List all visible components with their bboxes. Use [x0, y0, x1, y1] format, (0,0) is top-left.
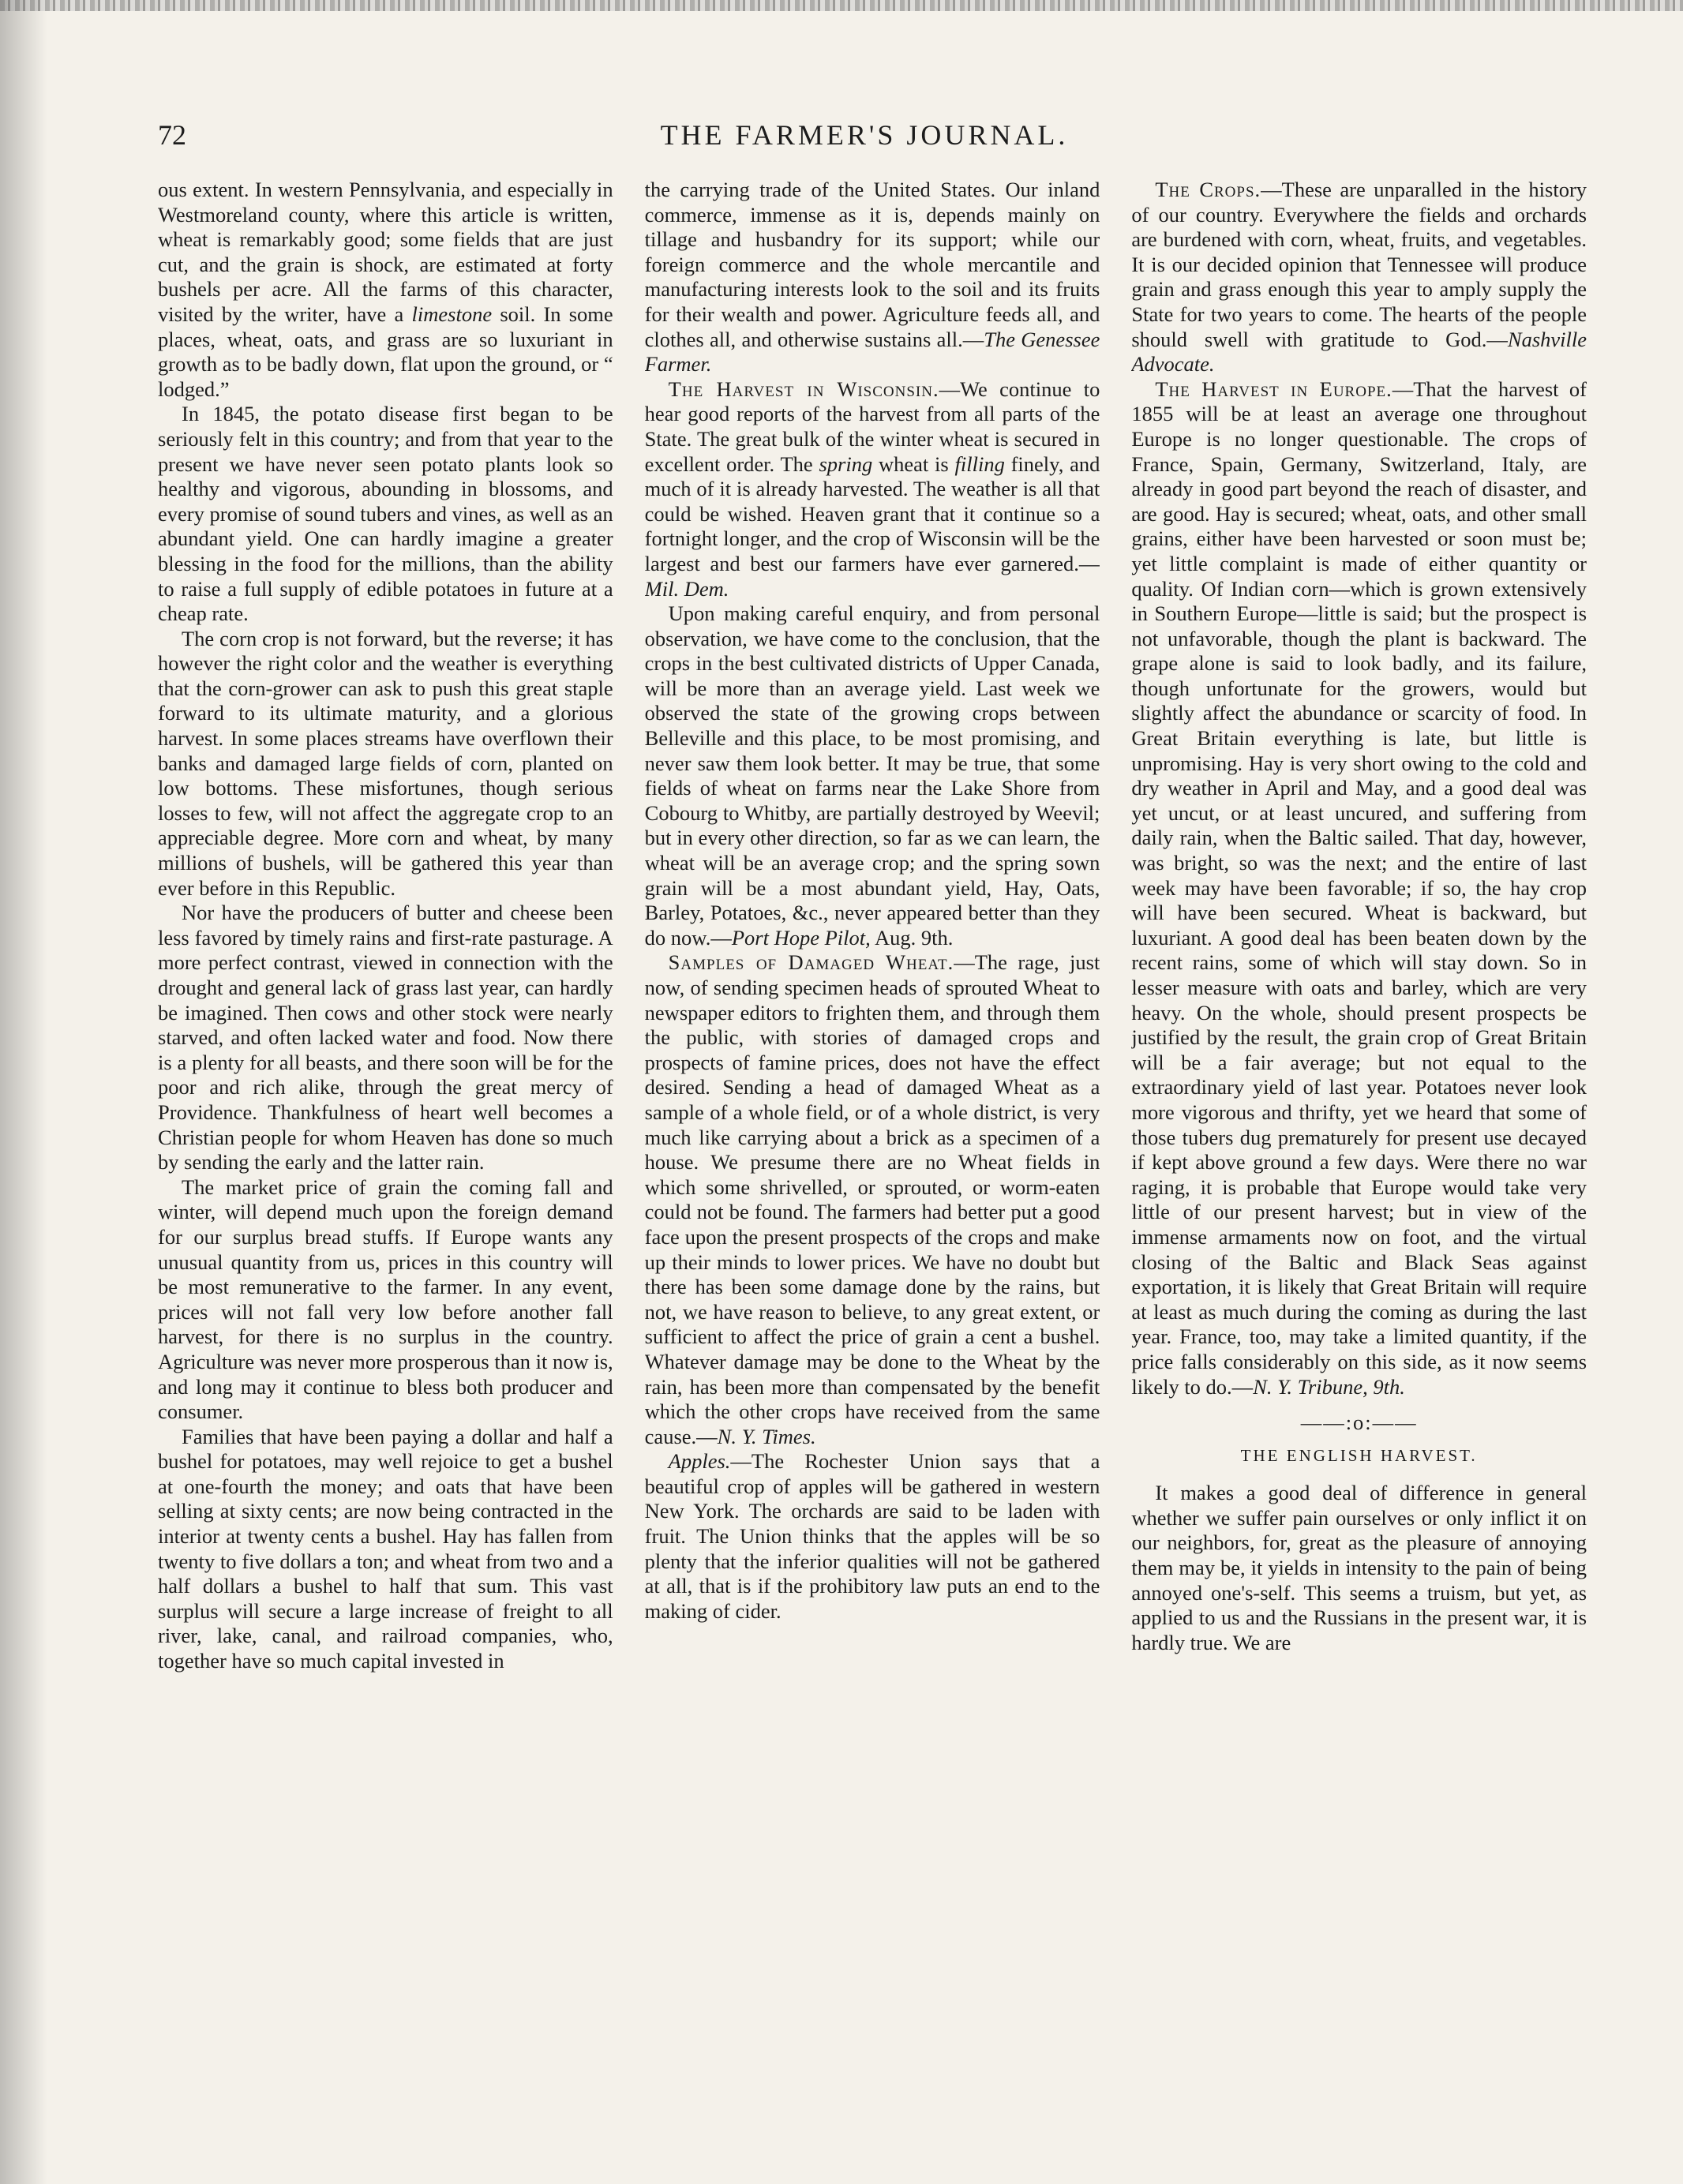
- paragraph: the carrying trade of the United States. Our inland commerce, immense as it is, depends mainly on tillage and husbandry for its support; while our foreign commerce and the whole mercantile and manufacturing interests look to the soil and its fruits for their wealth and power. Agriculture feeds all, and clothes all, and otherwise sustains all.—The Genessee Farmer.: [644, 178, 1100, 376]
- article-heading: The Harvest in Wisconsin.: [668, 376, 939, 401]
- article-heading: The Harvest in Europe.: [1155, 376, 1393, 401]
- paragraph: Nor have the producers of butter and cheese been less favored by timely rains and first-rate pasturage. A more perfect contrast, viewed in connection with the drought and general lack of grass last year, can hardly be imagined. Then cows and other stock were nearly starved, and often lacked water and food. Now there is a plenty for all beasts, and there soon will be for the poor and rich alike, through the great mercy of Providence. Thankfulness of heart well becomes a Christian people for whom Heaven has done so much by sending the early and the latter rain.: [158, 901, 613, 1174]
- paragraph: The corn crop is not forward, but the reverse; it has however the right color and the weather is everything that the corn-grower can ask to push this great staple forward to its ultimate maturity, and a glorious harvest. In some places streams have overflown their banks and damaged large fields of corn, planted on low bottoms. These misfortunes, though serious losses to few, will not affect the aggregate crop to an appreciable degree. More corn and wheat, by many millions of bushels, will be gathered this year than ever before in this Republic.: [158, 626, 613, 900]
- article-columns: [158, 178, 1587, 2151]
- source-citation: Mil. Dem.: [644, 576, 729, 601]
- source-citation: N. Y. Times.: [717, 1424, 816, 1448]
- source-citation: Port Hope Pilot,: [731, 925, 871, 950]
- page-header: [142, 118, 1587, 158]
- article-heading: Apples.: [668, 1449, 731, 1474]
- paragraph: It makes a good deal of difference in general whether we suffer pain ourselves or only inflict it on our neighbors, for, great as the pleasure of annoying them may be, it yields in intensity to the pain of being annoyed one's-self. This seems a truism, but yet, as applied to us and the Russians in the present war, it is hardly true. We are: [1131, 1481, 1587, 1654]
- section-subheading: THE ENGLISH HARVEST.: [1240, 1445, 1478, 1465]
- section-divider: ——:o:——: [1300, 1410, 1418, 1435]
- paragraph: In 1845, the potato disease first began to be seriously felt in this country; and from that year to the present we have never seen potato plants look so healthy and vigorous, abounding in blossoms, and every promise of sound tubers and vines, as well as an abundant yield. One can hardly imagine a greater blessing in the food for the millions, than the ability to raise a full supply of edible potatoes in future at a cheap rate.: [158, 402, 613, 626]
- column-3: [1131, 178, 1587, 2151]
- paragraph: The market price of grain the coming fall and winter, will depend much upon the foreign demand for our surplus bread stuffs. If Europe wants any unusual quantity from us, prices in this country will be most remunerative to the farmer. In any event, prices will not fall very low before another fall harvest, for there is no surplus in the country. Agriculture was never more prosperous than it now is, and long may it continue to bless both producer and consumer.: [158, 1174, 613, 1424]
- source-citation: N. Y. Tribune, 9th.: [1253, 1374, 1405, 1399]
- paragraph: ous extent. In western Pennsylvania, and especially in Westmoreland county, where this article is written, wheat is remarkably good; some fields that are just cut, and the grain is shock, are estimated at forty bushels per acre. All the farms of this character, visited by the writer, have a limestone soil. In some places, wheat, oats, and grass are so luxuriant in growth as to be badly down, flat upon the ground, or “ lodged.”: [158, 178, 613, 401]
- source-citation: The Genessee Farmer.: [644, 327, 1100, 376]
- article-apples: Apples.—The Rochester Union says that a beautiful crop of apples will be gathered in western New York. The orchards are said to be laden with fruit. The Union thinks that the apples will be so plenty that the inferior qualities will not be gathered at all, that is if the prohibitory law puts an end to the making of cider.: [644, 1449, 1100, 1623]
- paragraph: Upon making careful enquiry, and from personal observation, we have come to the conclusion, that the crops in the best cultivated districts of Upper Canada, will be more than an average yield. Last week we observed the state of the growing crops between Belleville and this place, to be most promising, and never saw them look better. It may be true, that some fields of wheat on farms near the Lake Shore from Cobourg to Whitby, are partially destroyed by Weevil; but in every other direction, so far as we can learn, the wheat will be an average crop; and the spring sown grain will be a most abundant yield, Hay, Oats, Barley, Potatoes, &c., never appeared better than they do now.—Port Hope Pilot, Aug. 9th.: [644, 601, 1100, 950]
- article-heading: The Crops.: [1155, 178, 1261, 201]
- article-crops: The Crops.—These are unparalled in the history of our country. Everywhere the fields and orchards are burdened with corn, wheat, fruits, and vegetables. It is our decided opinion that Tennessee will produce grain and grass enough this year to amply supply the State for two years to come. The hearts of the people should swell with gratitude to God.—Nashville Advocate.: [1131, 178, 1587, 376]
- page-number: 72: [158, 119, 186, 151]
- running-title: THE FARMER'S JOURNAL.: [660, 119, 1069, 151]
- article-wisconsin: The Harvest in Wisconsin.—We continue to hear good reports of the harvest from all parts of the State. The great bulk of the winter wheat is secured in excellent order. The spring wheat is filling finely, and much of it is already harvested. The weather is all that could be wished. Heaven grant that it continue so a fortnight longer, and the crop of Wisconsin will be the largest and best our farmers have ever garnered.—Mil. Dem.: [644, 376, 1100, 601]
- paragraph: Families that have been paying a dollar and half a bushel for potatoes, may well rejoice to get a bushel at one-fourth the money; and oats that have been selling at sixty cents; are now being contracted in the interior at twenty cents a bushel. Hay has fallen from twenty to five dollars a ton; and wheat from two and a half dollars a bushel to half that sum. This vast surplus will secure a large increase of freight to all river, lake, canal, and railroad companies, who, together have so much capital invested in: [158, 1424, 613, 1673]
- scan-top-edge: [0, 0, 1683, 11]
- article-damaged-wheat: Samples of Damaged Wheat.—The rage, just now, of sending specimen heads of sprouted Wheat to newspaper editors to frighten them, and through them the public, with stories of damaged crops and prospects of famine prices, does not have the effect desired. Sending a head of damaged Wheat as a sample of a whole field, or of a whole district, is very much like carrying about a brick as a specimen of a house. We presume there are no Wheat fields in which some shrivelled, or sprouted, or worm-eaten could not be found. The farmers had better put a good face upon the present prospects of the crops and make up their minds to lower prices. We have no doubt but there has been some damage done by the rains, but not, we have reason to believe, to any great extent, or sufficient to affect the price of grain a cent a bushel. Whatever damage may be done to the Wheat by the rain, has been more than compensated by the benefit which the other crops have received from the same cause.—N. Y. Times.: [644, 950, 1100, 1448]
- column-2: [645, 178, 1100, 2151]
- source-citation: Nashville Advocate.: [1131, 327, 1587, 376]
- article-heading: Samples of Damaged Wheat.: [668, 950, 954, 975]
- article-harvest-europe: The Harvest in Europe.—That the harvest of 1855 will be at least an average one throughout Europe is no longer questionable. The crops of France, Spain, Germany, Switzerland, Italy, are already in good part beyond the reach of disaster, and are good. Hay is secured; wheat, oats, and other small grains, either have been harvested or soon must be; yet little complaint is made of either quantity or quality. Of Indian corn—which is grown extensively in Southern Europe—little is said; but the prospect is not unfavorable, though the plant is backward. The grape alone is said to look badly, and its failure, though unfortunate for the growers, would but slightly affect the abundance or scarcity of food. In Great Britain everything is late, but little is unpromising. Hay is very short owing to the cold and dry weather in April and May, and a good deal was yet uncut, or at least uncured, and suffering from daily rain, when the Baltic sailed. That day, however, was bright, so was the next; and the entire of last week may have been favorable; if so, the hay crop will have been secured. Wheat is backward, but luxuriant. A good deal has been beaten down by the recent rains, some of which will stay down. So in lesser measure with oats and barley, which are very heavy. On the whole, should present prospects be justified by the result, the grain crop of Great Britain will be a fair average; but not equal to the extraordinary yield of last year. Potatoes never look more vigorous and thrifty, yet we heard that some of those tubers dug prematurely for present use decayed if kept above ground a few days. Were there no war raging, it is probable that Europe would take very little of our present harvest; but in view of the immense armaments now on foot, and the virtual closing of the Baltic and Black Seas against exportation, it is likely that Great Britain will require at least as much during the coming as during the last year. France, too, may take a limited quantity, if the price falls considerably on this side, as it now seems likely to do.—N. Y. Tribune, 9th.: [1131, 376, 1587, 1399]
- scan-left-edge: [0, 0, 47, 2184]
- column-1: [158, 178, 613, 2151]
